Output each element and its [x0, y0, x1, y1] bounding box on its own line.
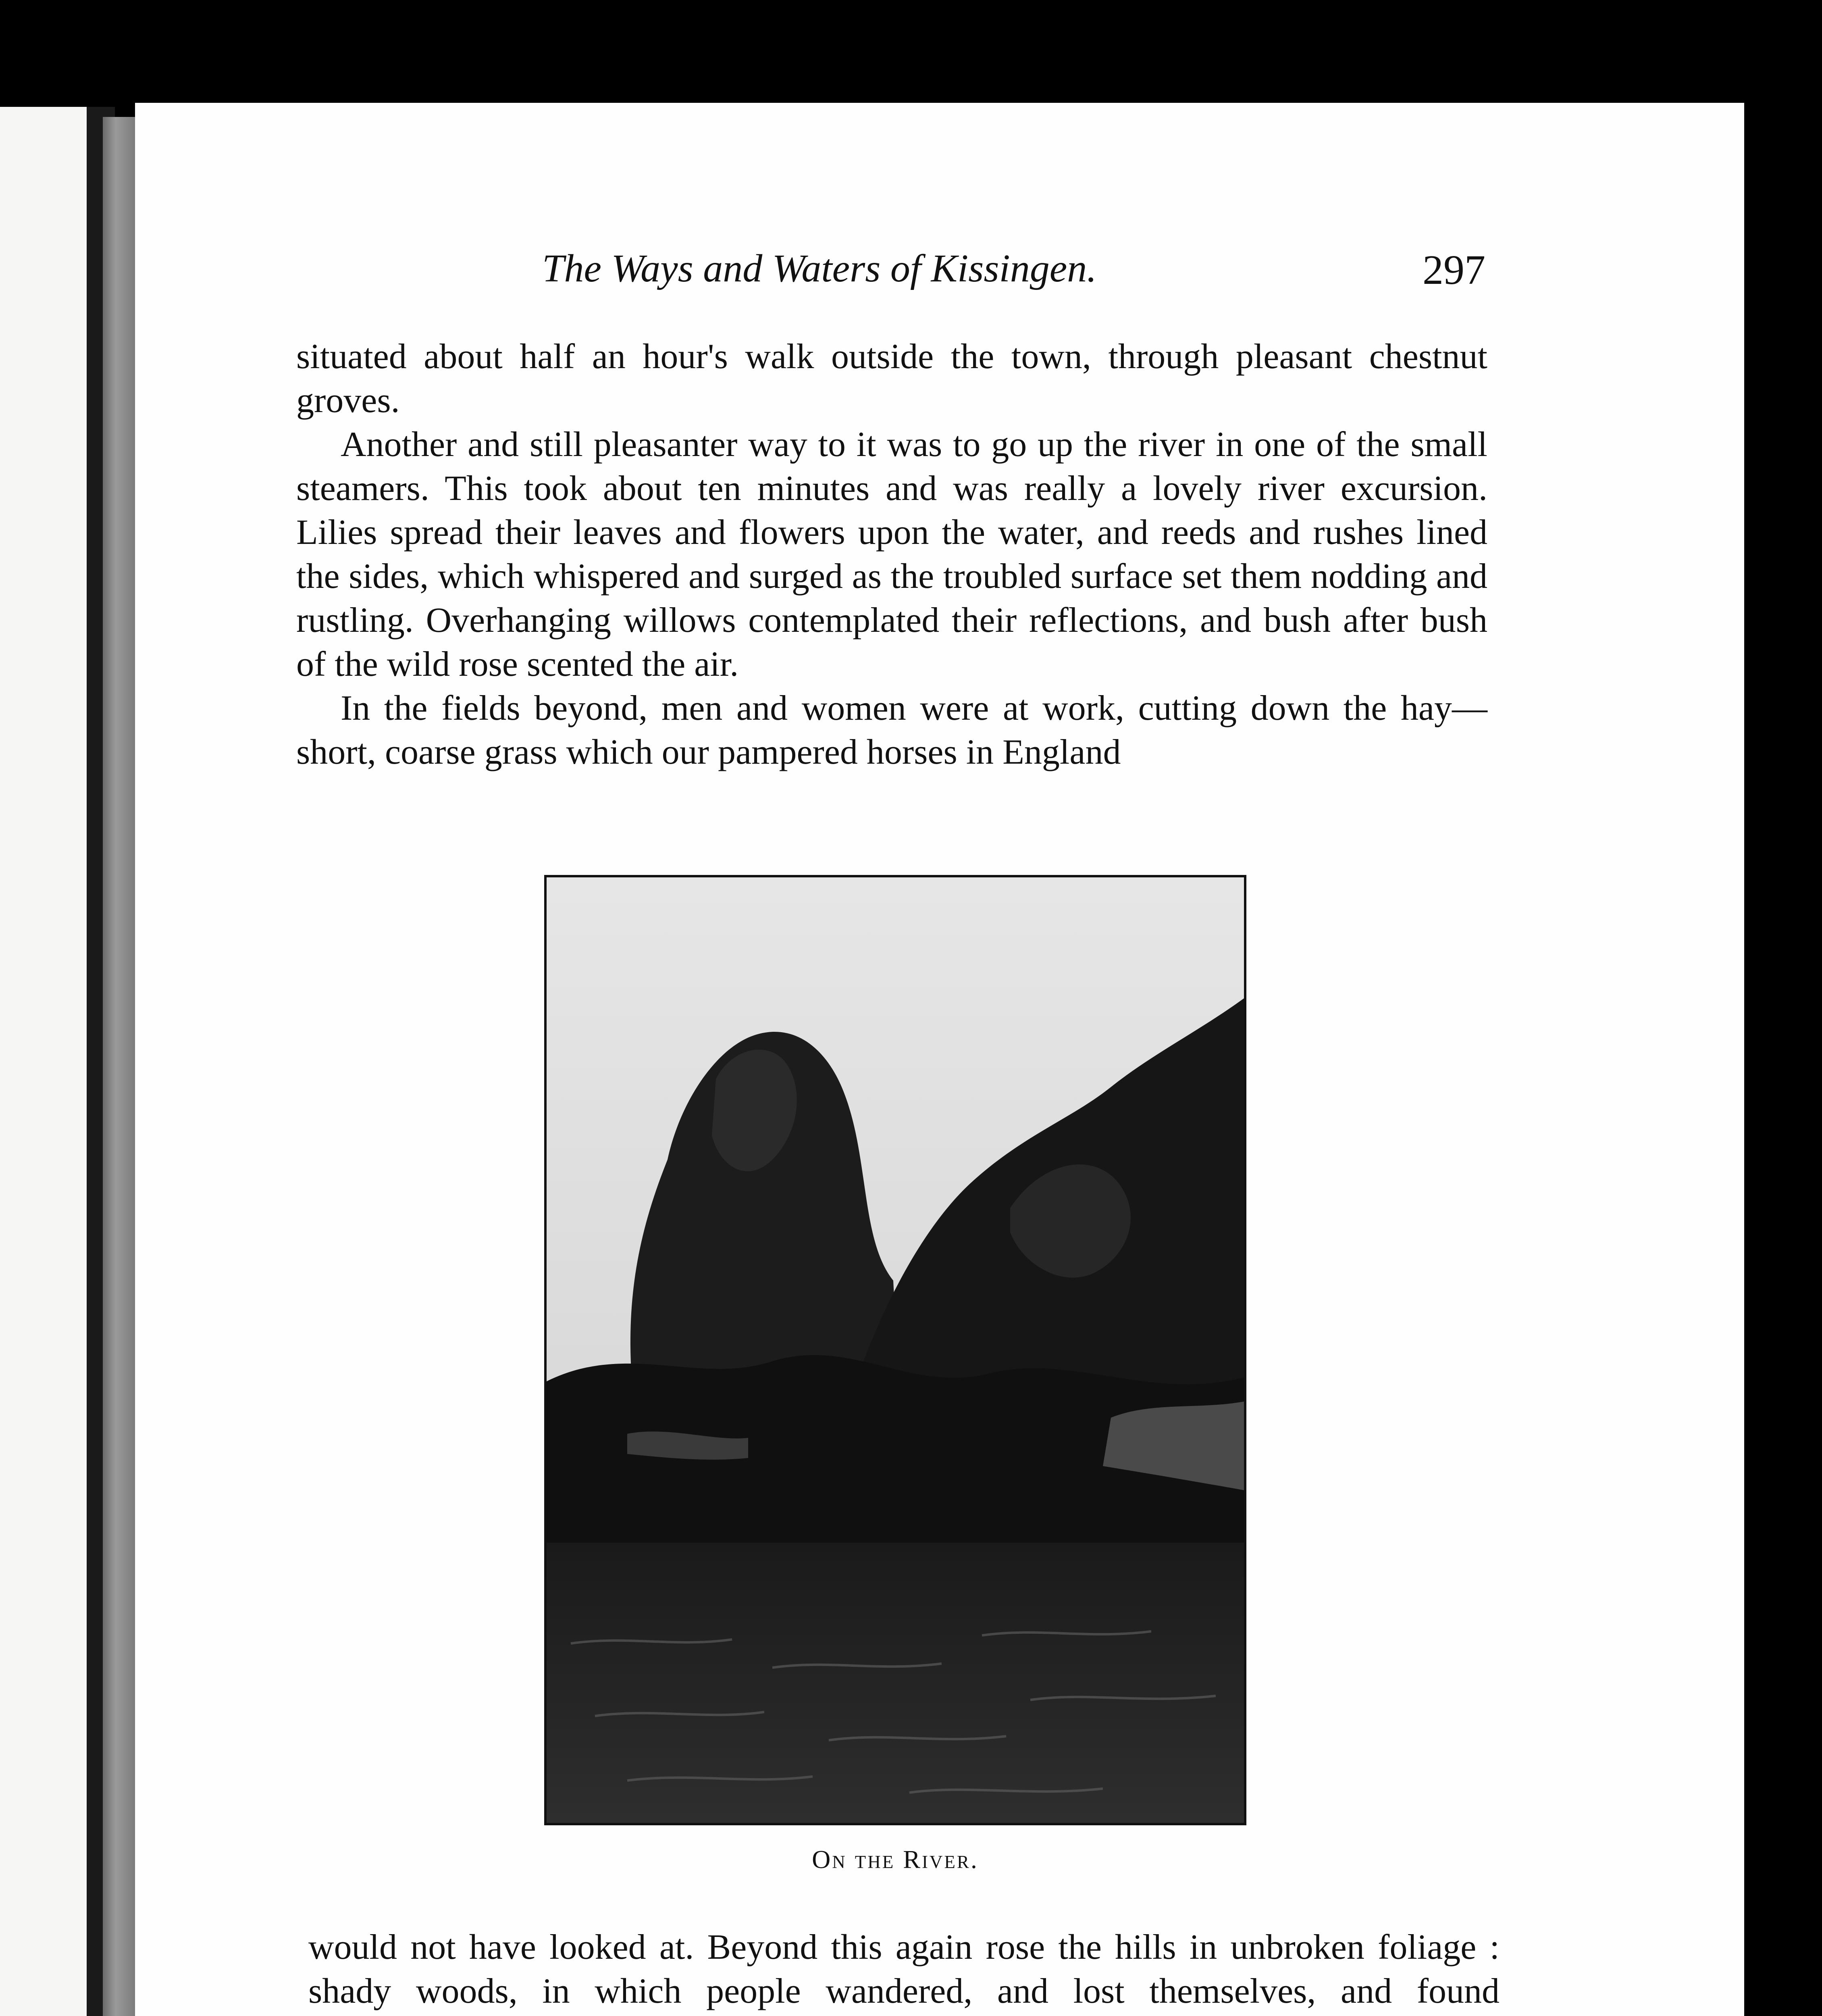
river-photo-image: [547, 877, 1244, 1823]
page-number: 297: [1423, 247, 1485, 293]
paragraph: Another and still pleasanter way to it was to go up the river in one of the small steamers. This took about ten minutes and was really a lovely river excursion. Lilies spread their leaves and flowers upon the water, and reeds and rushes lined the sides, which whispered and surged as the troubled surface set them nodding and rustling. Overhanging willows contemplated their reflections, and bush after bush of the wild rose scented the air.: [296, 425, 1487, 684]
paragraph: situated about half an hour's walk outside the town, through pleasant chestnut groves.: [296, 337, 1487, 420]
book-page: [135, 103, 1744, 2016]
river-photograph: [544, 875, 1246, 1825]
paragraph: In the fields beyond, men and women were at work, cutting down the hay—short, coarse grass which our pampered horses in England: [296, 689, 1487, 772]
page-content: [135, 103, 1744, 2016]
figure-caption: On the River.: [812, 1845, 979, 1874]
running-head: The Ways and Waters of Kissingen.: [542, 247, 1097, 290]
paragraph: would not have looked at. Beyond this again rose the hills in unbroken foliage : shady woods, in which people wandered, and lost themselves, and found: [308, 1928, 1500, 2011]
body-text-bottom: [308, 1925, 1500, 2016]
body-text-top: [296, 335, 1487, 774]
page-spine-shadow: [103, 117, 135, 2016]
facing-page-edge: [0, 107, 87, 2016]
